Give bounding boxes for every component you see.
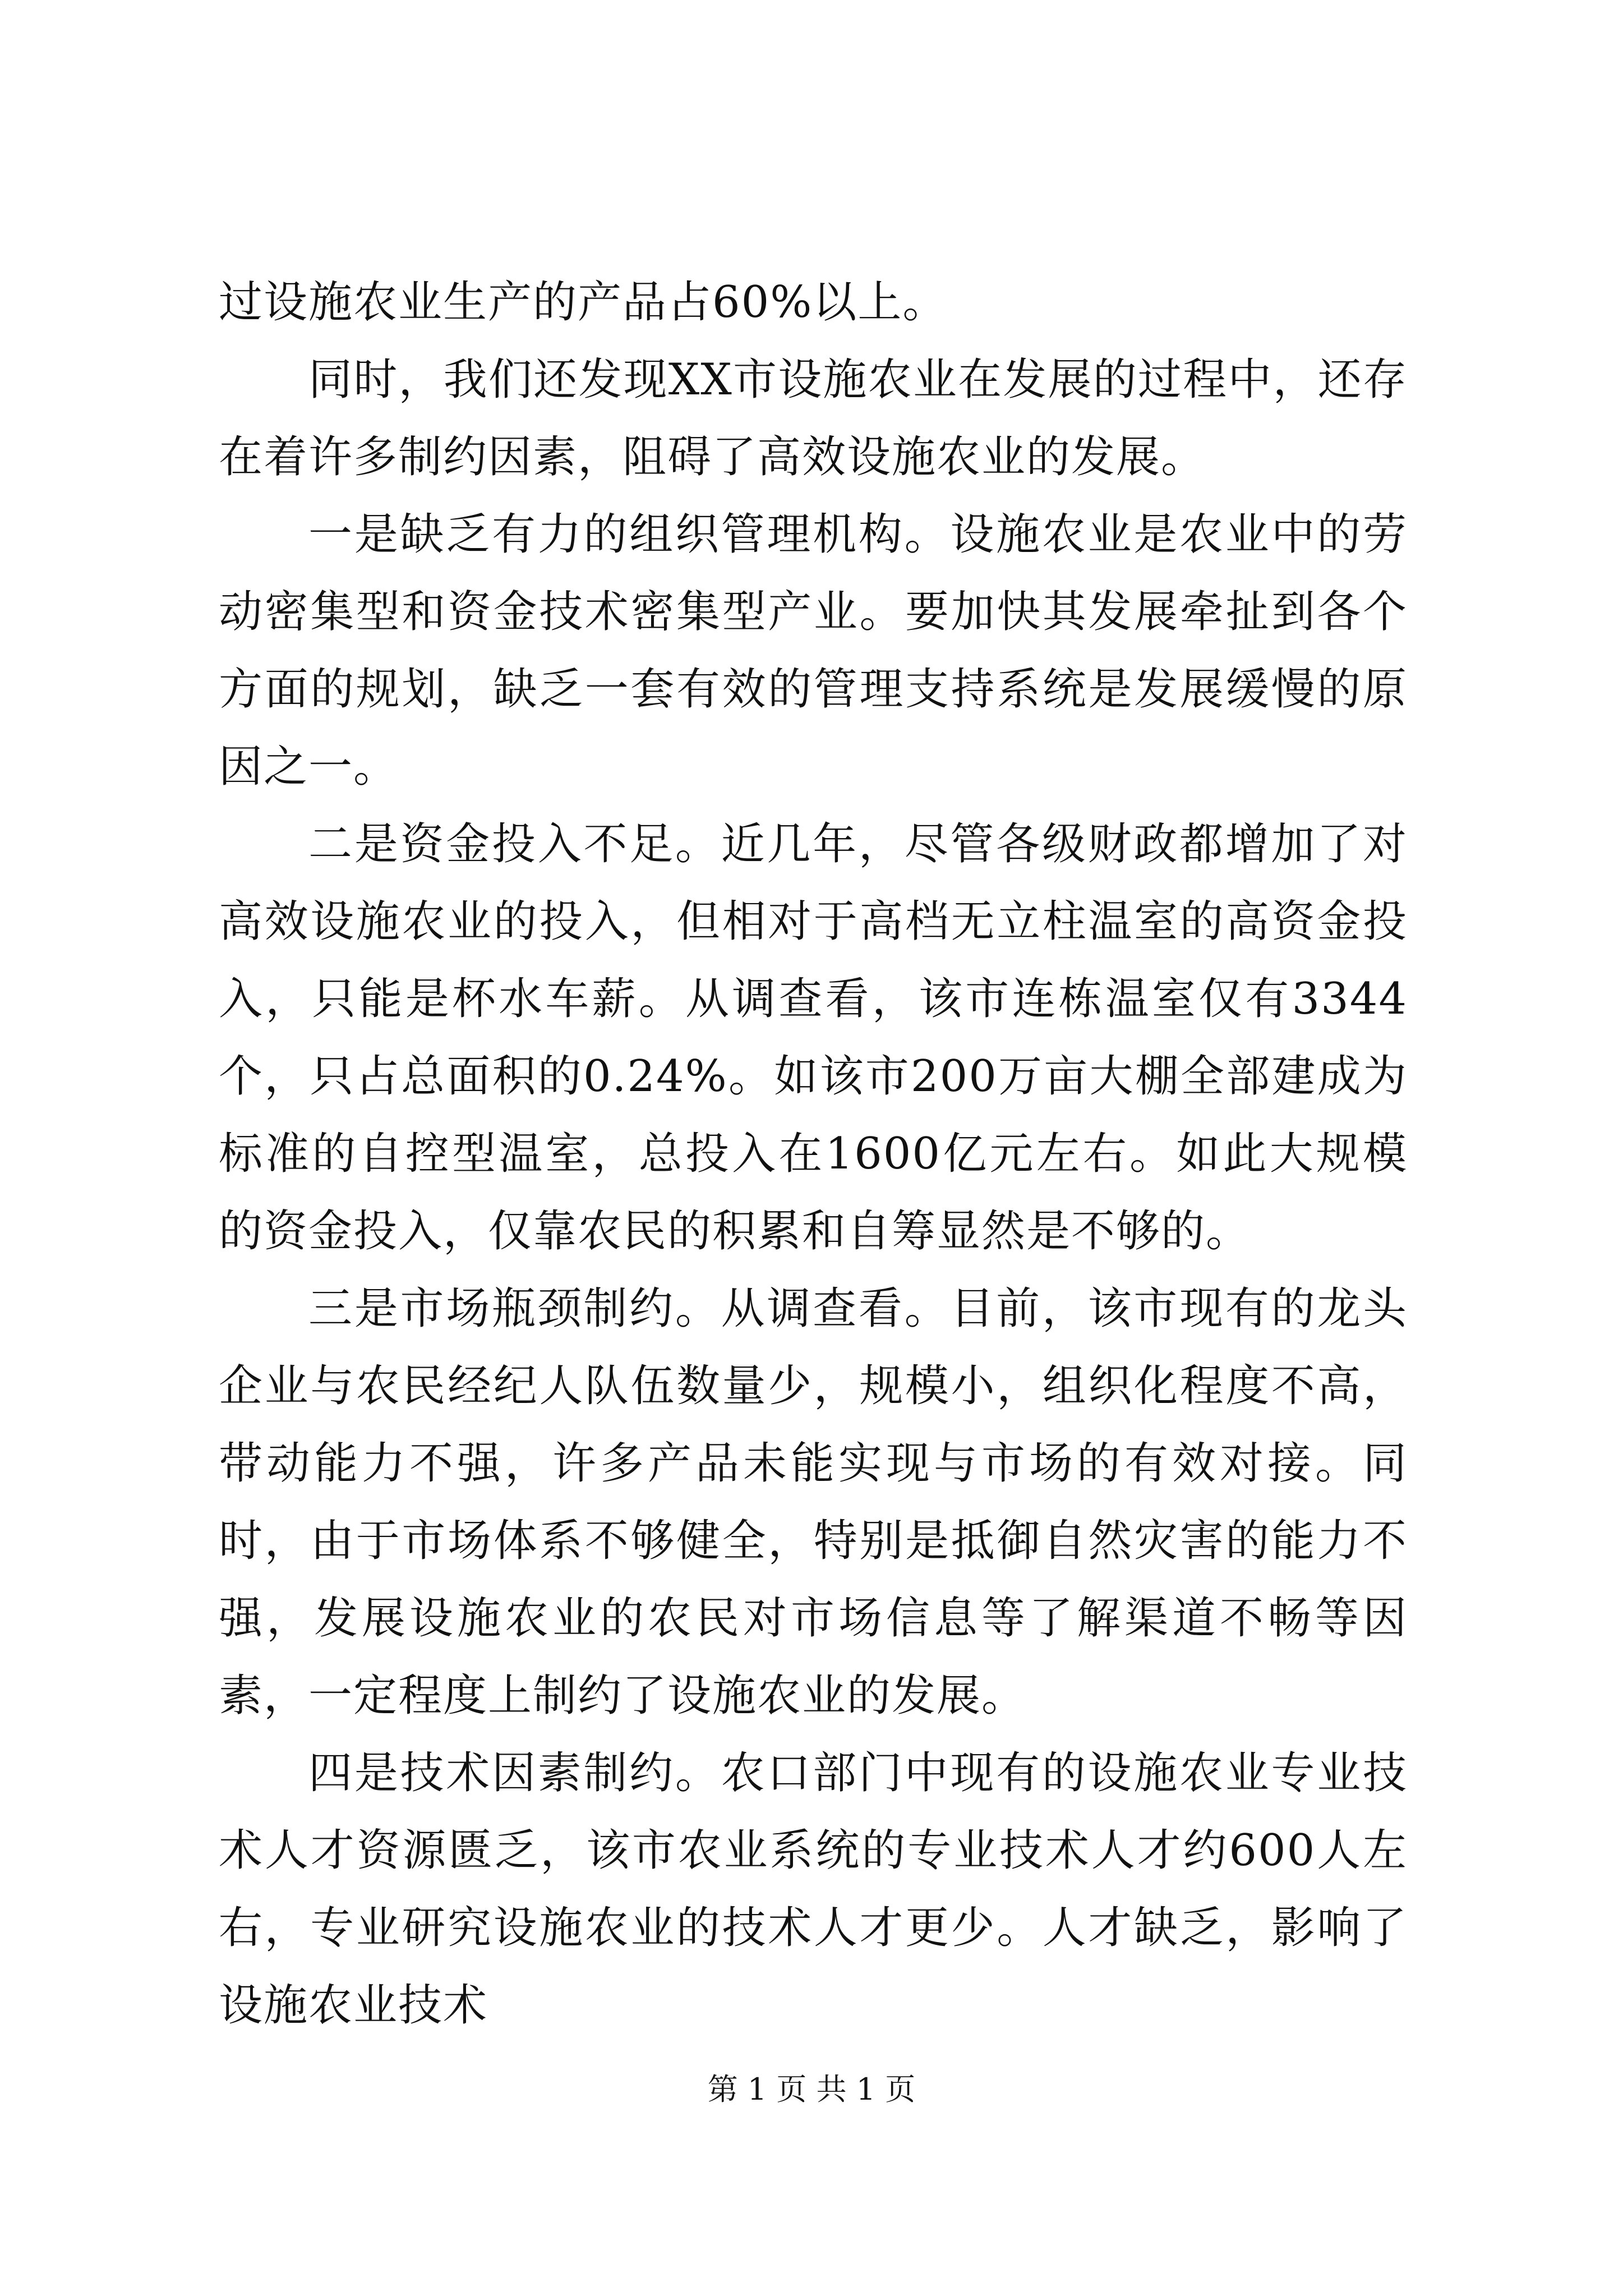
- paragraph-5: 三是市场瓶颈制约。从调查看。目前，该市现有的龙头企业与农民经纪人队伍数量少，规模小，组织化程度不高，带动能力不强，许多产品未能实现与市场的有效对接。同时，由于市场体系不够健全，特别是抵御自然灾害的能力不强，发展设施农业的农民对市场信息等了解渠道不畅等因素，一定程度上制约了设施农业的发展。: [219, 1283, 1408, 1721]
- paragraph-3: 一是缺乏有力的组织管理机构。设施农业是农业中的劳动密集型和资金技术密集型产业。要加快其发展牵扯到各个方面的规划，缺乏一套有效的管理支持系统是发展缓慢的原因之一。: [219, 509, 1408, 792]
- page-footer: [0, 2070, 1623, 2109]
- paragraph-4: 二是资金投入不足。近几年，尽管各级财政都增加了对高效设施农业的投入，但相对于高档无立柱温室的高资金投入，只能是杯水车薪。从调查看，该市连栋温室仅有3344个，只占总面积的0.24%。如该市200万亩大棚全部建成为标准的自控型温室，总投入在1600亿元左右。如此大规模的资金投入，仅靠农民的积累和自筹显然是不够的。: [219, 819, 1408, 1257]
- paragraph-6: 四是技术因素制约。农口部门中现有的设施农业专业技术人才资源匮乏，该市农业系统的专业技术人才约600人左右，专业研究设施农业的技术人才更少。人才缺乏，影响了设施农业技术: [219, 1748, 1408, 2031]
- paragraph-1: 过设施农业生产的产品占60%以上。: [219, 277, 948, 328]
- page-number-label: 第 1 页 共 1 页: [707, 2072, 916, 2107]
- document-body: [219, 264, 1408, 2044]
- paragraph-2: 同时，我们还发现XX市设施农业在发展的过程中，还存在着许多制约因素，阻碍了高效设施农业的发展。: [219, 355, 1408, 482]
